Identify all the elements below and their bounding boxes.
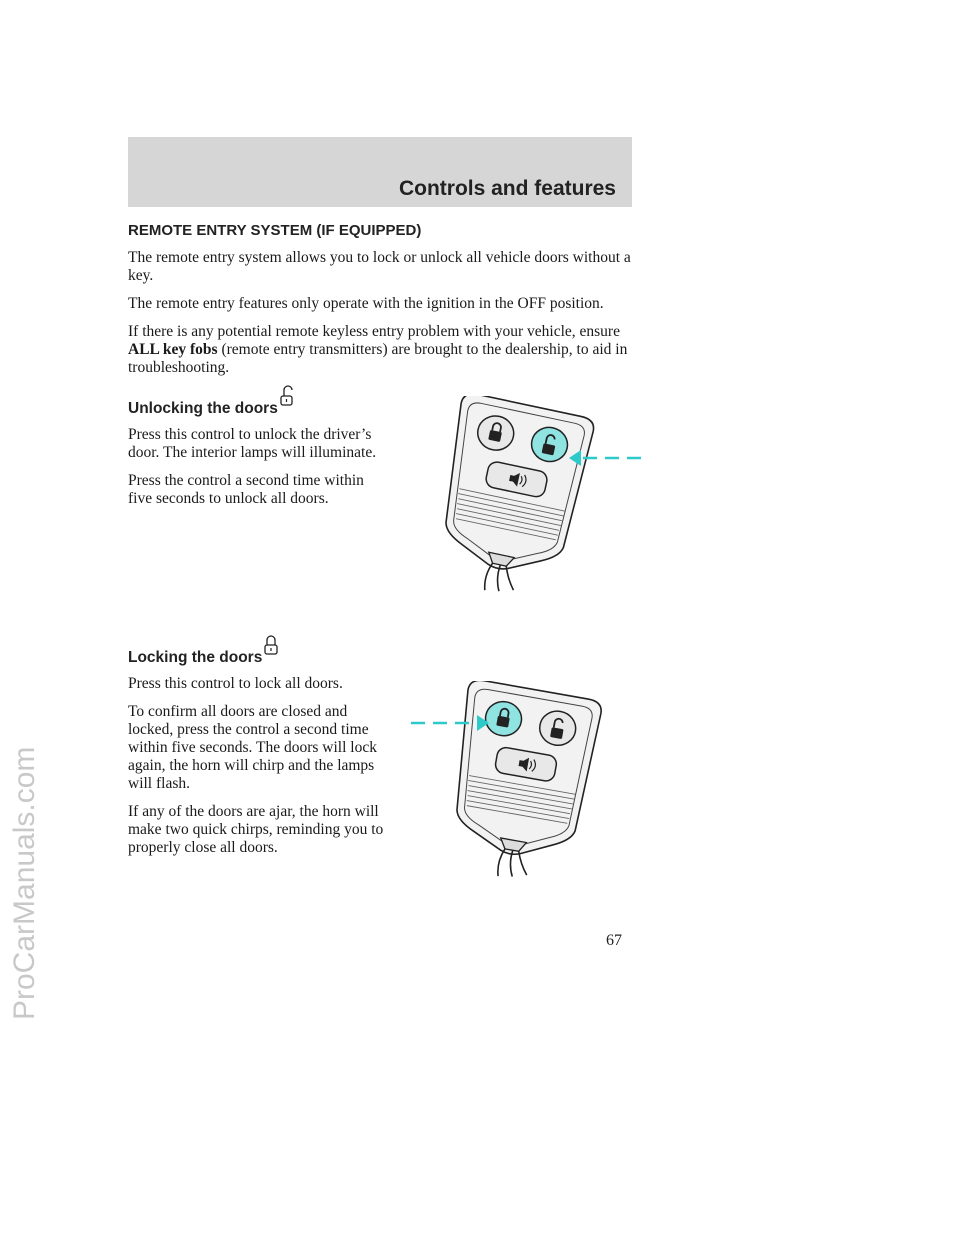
- locking-section: [128, 675, 638, 905]
- locking-paragraph-3: If any of the doors are ajar, the horn will make two quick chirps, reminding you to properly close all doors.: [128, 803, 384, 856]
- unlock-icon: [279, 385, 295, 412]
- main-heading: REMOTE ENTRY SYSTEM (IF EQUIPPED): [128, 222, 422, 239]
- troubleshoot-text-after: (remote entry transmitters) are brought to the dealership, to aid in troubleshooting.: [128, 341, 628, 376]
- page-number: 67: [606, 932, 622, 949]
- locking-paragraph-2: To confirm all doors are closed and locked, press the control a second time within five seconds. The doors will lock again, the horn will chirp and the lamps will flash.: [128, 703, 377, 792]
- locking-title: Locking the doors: [128, 649, 263, 666]
- troubleshoot-bold: ALL key fobs: [128, 341, 218, 358]
- intro-paragraph-2: The remote entry features only operate with the ignition in the OFF position.: [128, 295, 604, 312]
- locking-paragraph-1: Press this control to lock all doors.: [128, 675, 343, 692]
- unlocking-paragraph-1: Press this control to unlock the driver’s door. The interior lamps will illuminate.: [128, 426, 377, 461]
- page-content: [128, 222, 638, 905]
- unlocking-title: Unlocking the doors: [128, 400, 278, 417]
- key-fob-lock-illustration: [403, 681, 643, 896]
- key-fob-unlock-illustration: [403, 396, 643, 611]
- section-title: Controls and features: [398, 177, 616, 200]
- intro-paragraph-1: The remote entry system allows you to lock or unlock all vehicle doors without a key.: [128, 249, 631, 284]
- locking-heading: [128, 640, 638, 667]
- lock-icon: [263, 634, 279, 661]
- unlocking-paragraph-2: Press the control a second time within five seconds to unlock all doors.: [128, 472, 364, 507]
- troubleshoot-text-before: If there is any potential remote keyless entry problem with your vehicle, ensure: [128, 323, 620, 340]
- unlocking-section: [128, 426, 638, 626]
- troubleshoot-paragraph: [128, 323, 638, 377]
- header-band: [128, 137, 632, 207]
- watermark: ProCarManuals.com: [8, 746, 41, 1020]
